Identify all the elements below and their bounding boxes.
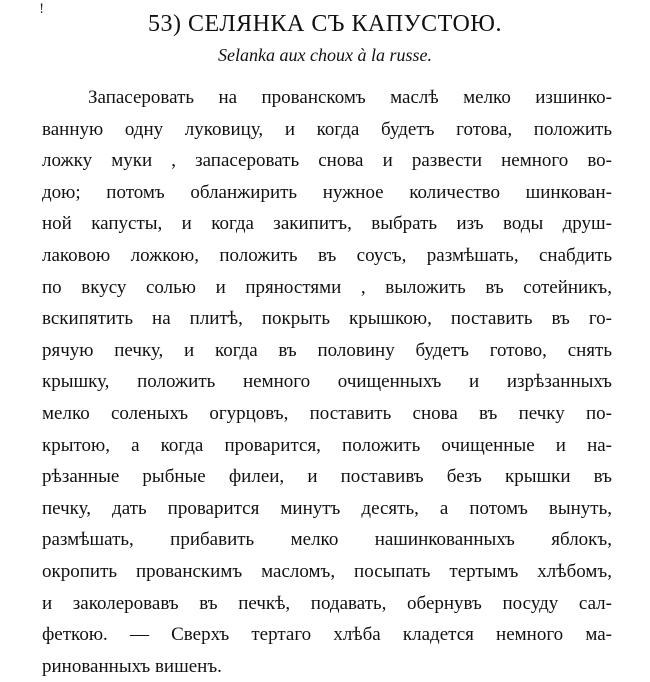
recipe-line: вскипятить на плитѣ, покрыть крышкою, поставить въ го- <box>42 308 612 330</box>
recipe-line: рѣзанные рыбные филеи, и поставивъ безъ крышки въ <box>42 466 612 488</box>
recipe-line: размѣшать, прибавить мелко нашинкованныхъ яблокъ, <box>42 529 612 551</box>
recipe-subtitle-french: Selanka aux choux à la russe. <box>218 45 432 65</box>
recipe-line: печку, дать проварится минутъ десять, а потомъ вынуть, <box>42 497 612 519</box>
recipe-line: мелко соленыхъ огурцовъ, поставить снова въ печку по- <box>42 402 612 424</box>
recipe-line: крышку, положить немного очищенныхъ и изрѣзанныхъ <box>42 371 612 393</box>
recipe-line: ванную одну луковицу, и когда будетъ готова, положить <box>42 118 612 140</box>
recipe-line: ринованныхъ вишенъ. <box>42 655 222 677</box>
recipe-line: дою; потомъ обланжирить нужное количество шинкован- <box>42 181 612 203</box>
recipe-line: ной капусты, и когда закипитъ, выбрать изъ воды друш- <box>42 213 612 235</box>
recipe-line: рячую печку, и когда въ половину будетъ готово, снять <box>42 339 612 361</box>
recipe-body <box>42 82 612 682</box>
recipe-line: Запасеровать на прованскомъ маслѣ мелко изшинко- <box>88 87 612 108</box>
page-corner-mark: ! <box>39 2 45 17</box>
recipe-line: по вкусу солью и пряностями , выложить въ сотейникъ, <box>42 276 612 298</box>
recipe-line: крытою, а когда проварится, положить очищенные и на- <box>42 434 612 456</box>
recipe-line: феткою. — Сверхъ тертаго хлѣба кладется немного ма- <box>42 624 612 646</box>
recipe-line: ложку муки , запасеровать снова и развести немного во- <box>42 150 612 172</box>
recipe-line: и заколеровавъ въ печкѣ, подавать, обернувъ посуду сал- <box>42 592 612 614</box>
recipe-title: 53) СЕЛЯНКА СЪ КАПУСТОЮ. <box>148 11 502 37</box>
recipe-line: окропить прованскимъ масломъ, посыпать тертымъ хлѣбомъ, <box>42 560 612 582</box>
recipe-line: лаковою ложкою, положить въ соусъ, размѣшать, снабдить <box>42 244 612 266</box>
